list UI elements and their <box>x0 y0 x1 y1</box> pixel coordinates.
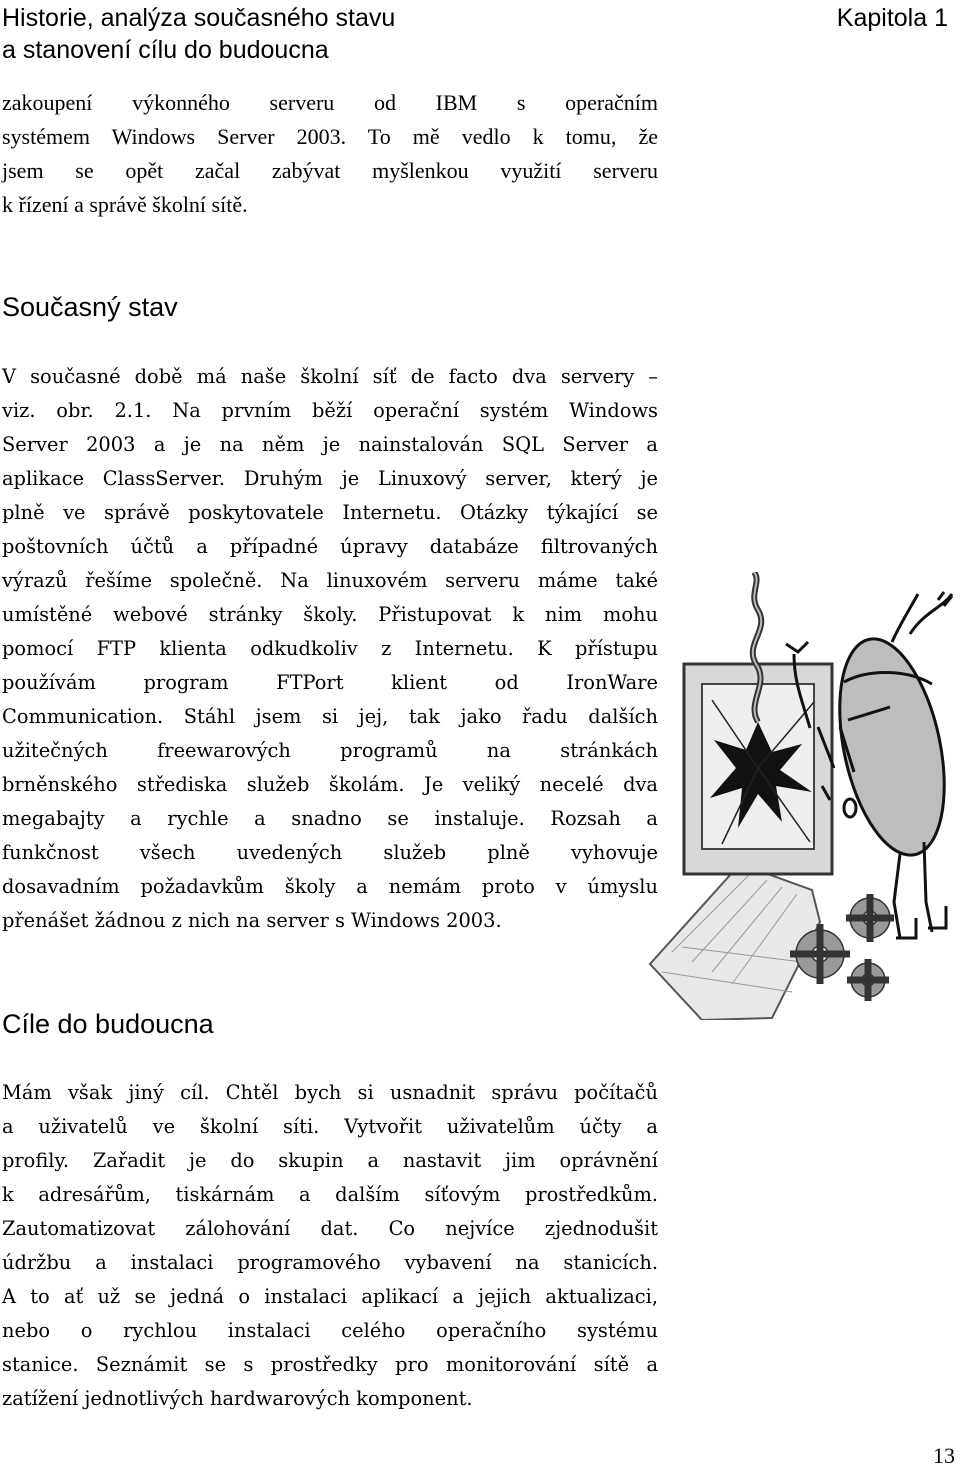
header-title <box>2 2 562 66</box>
text-line: funkčnost všech uvedených služeb plně vyhovuje <box>2 841 658 864</box>
intro-paragraph <box>2 86 658 222</box>
text-line: zakoupení výkonného serveru od IBM s operačním <box>2 90 658 115</box>
text-line: zatížení jednotlivých hardwarových komponent. <box>2 1387 473 1410</box>
text-line: a uživatelů ve školní síti. Vytvořit uživatelům účty a <box>2 1115 658 1138</box>
text-line: dosavadním požadavkům školy a nemám proto v úmyslu <box>2 875 658 898</box>
text-line: stanice. Seznámit se s prostředky pro monitorování sítě a <box>2 1353 658 1376</box>
text-line: údržbu a instalaci programového vybavení na stanicích. <box>2 1251 658 1274</box>
page-number: 13 <box>933 1443 955 1468</box>
text-line: profily. Zařadit je do skupin a nastavit jim oprávnění <box>2 1149 658 1172</box>
text-line: Zautomatizovat zálohování dat. Co nejvíce zjednodušit <box>2 1217 658 1240</box>
section-heading-current-state: Současný stav <box>2 292 178 322</box>
text-line: plně ve správě poskytovatele Internetu. Otázky týkající se <box>2 501 658 524</box>
text-line: poštovních účtů a případné úpravy databáze filtrovaných <box>2 535 658 558</box>
text-line: k řízení a správě školní sítě. <box>2 192 248 217</box>
section-heading-future-goals: Cíle do budoucna <box>2 1009 214 1039</box>
text-line: umístěné webové stránky školy. Přistupovat k nim mohu <box>2 603 658 626</box>
text-line: užitečných freewarových programů na stránkách <box>2 739 658 762</box>
text-line: přenášet žádnou z nich na server s Windows 2003. <box>2 909 502 932</box>
text-line: aplikace ClassServer. Druhým je Linuxový server, který je <box>2 467 658 490</box>
text-line: Server 2003 a je na něm je nainstalován SQL Server a <box>2 433 658 456</box>
text-line: výrazů řešíme společně. Na linuxovém serveru máme také <box>2 569 658 592</box>
text-line: jsem se opět začal zabývat myšlenkou využití serveru <box>2 158 658 183</box>
future-goals-paragraph <box>2 1076 658 1416</box>
text-line: viz. obr. 2.1. Na prvním běží operační systém Windows <box>2 399 658 422</box>
text-line: Mám však jiný cíl. Chtěl bych si usnadnit správu počítačů <box>2 1081 658 1104</box>
text-line: V současné době má naše školní síť de facto dva servery – <box>2 365 658 388</box>
text-line: systémem Windows Server 2003. To mě vedlo k tomu, že <box>2 124 658 149</box>
text-line: používám program FTPort klient od IronWare <box>2 671 658 694</box>
header-title-line: Historie, analýza současného stavu <box>2 4 396 32</box>
text-line: k adresářům, tiskárnám a dalším síťovým prostředkům. <box>2 1183 658 1206</box>
chapter-label: Kapitola 1 <box>836 4 948 32</box>
text-line: megabajty a rychle a snadno se instaluje. Rozsah a <box>2 807 658 830</box>
header-title-line: a stanovení cílu do budoucna <box>2 36 329 64</box>
text-line: nebo o rychlou instalaci celého operačního systému <box>2 1319 658 1342</box>
text-line: A to ať už se jedná o instalaci aplikací a jejich aktualizaci, <box>2 1285 658 1308</box>
broken-computer-bug-clipart-icon <box>642 572 960 1020</box>
text-line: Communication. Stáhl jsem si jej, tak jako řadu dalších <box>2 705 658 728</box>
text-line: pomocí FTP klienta odkudkoliv z Internetu. K přístupu <box>2 637 658 660</box>
text-line: brněnského střediska služeb školám. Je veliký necelé dva <box>2 773 658 796</box>
current-state-paragraph <box>2 360 658 938</box>
